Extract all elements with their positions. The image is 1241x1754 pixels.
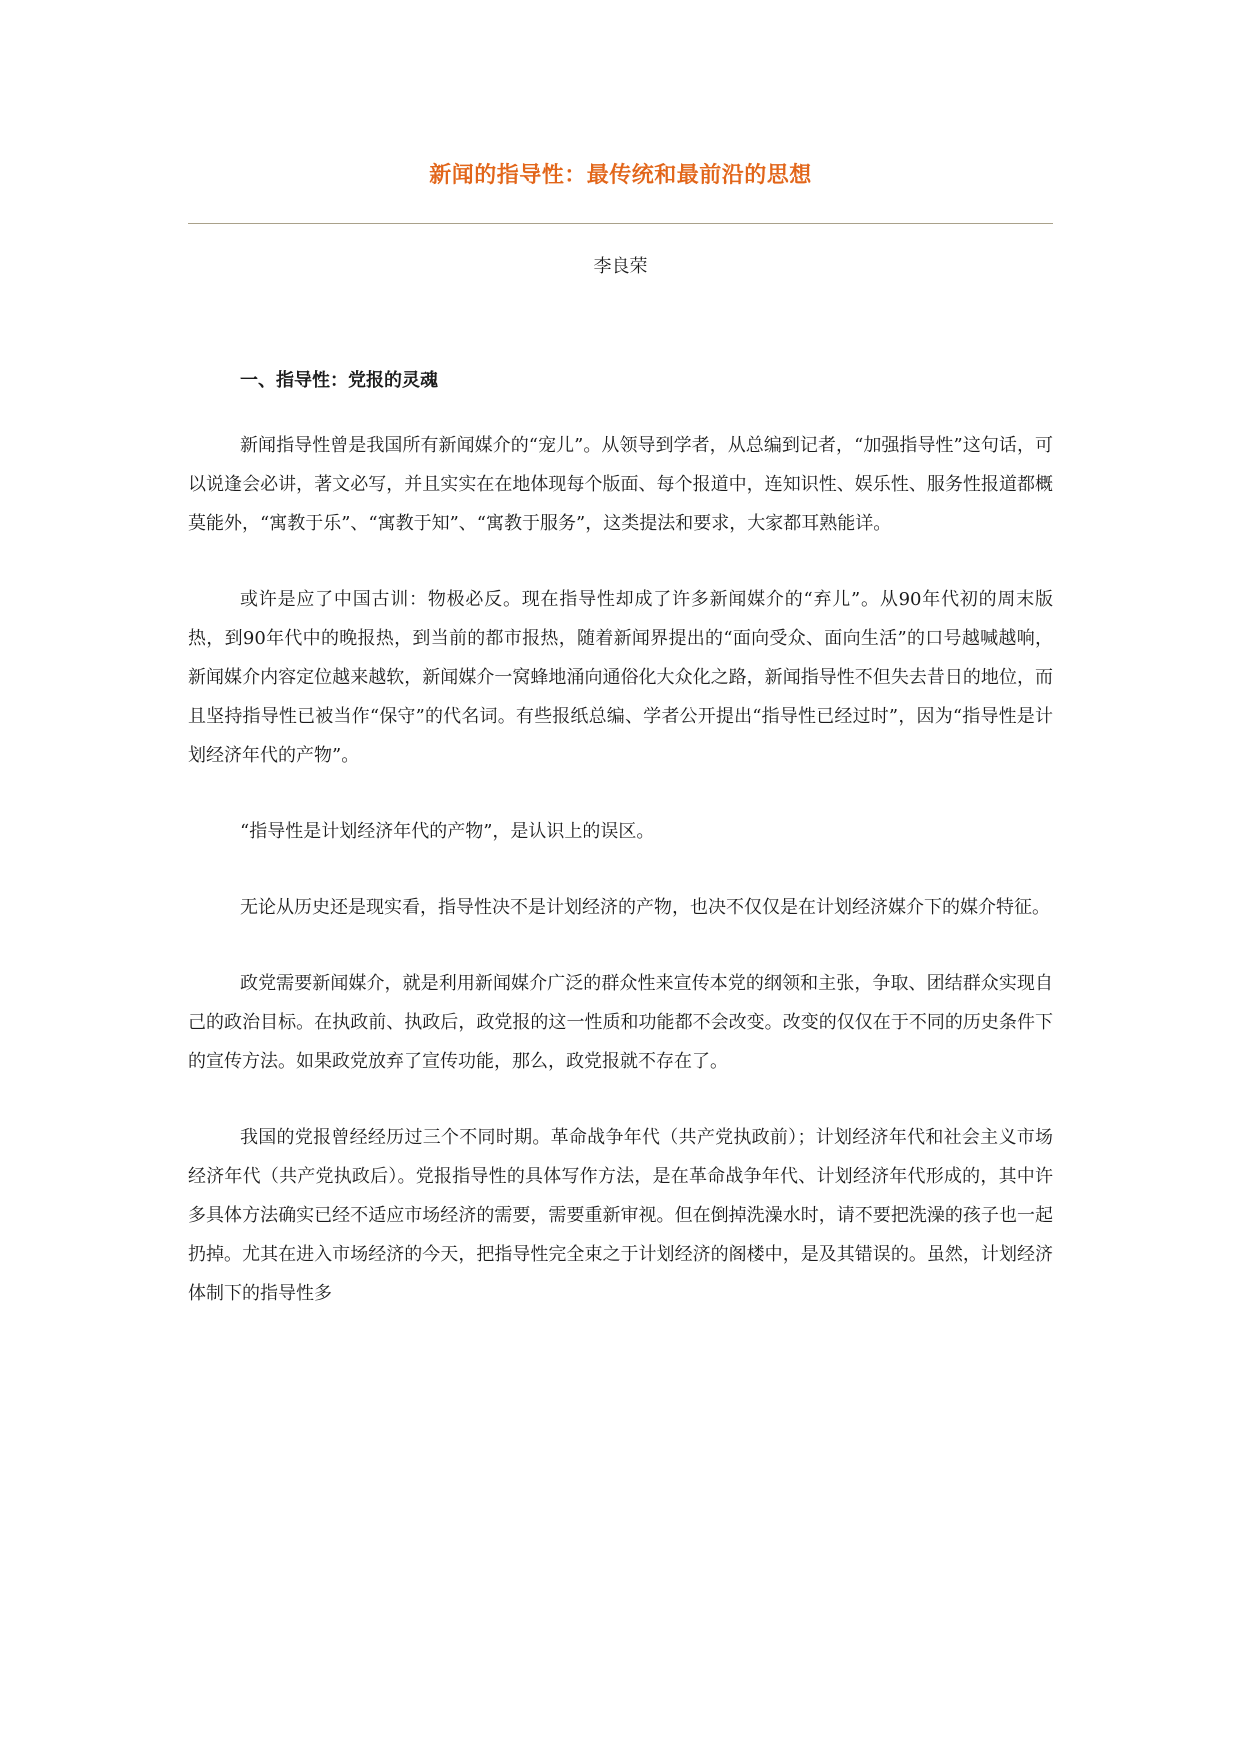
section-heading: 一、指导性：党报的灵魂	[240, 370, 438, 391]
paragraph: “指导性是计划经济年代的产物”，是认识上的误区。	[240, 821, 655, 842]
paragraph: 无论从历史还是现实看，指导性决不是计划经济的产物，也决不仅仅是在计划经济媒介下的媒介特征。	[240, 897, 1050, 918]
paragraph: 政党需要新闻媒介，就是利用新闻媒介广泛的群众性来宣传本党的纲领和主张，争取、团结群众实现自己的政治目标。在执政前、执政后，政党报的这一性质和功能都不会改变。改变的仅仅在于不同的历史条件下的宣传方法。如果政党放弃了宣传功能，那么，政党报就不存在了。	[188, 973, 1053, 1072]
document-body	[188, 368, 1053, 1350]
paragraph: 我国的党报曾经经历过三个不同时期。革命战争年代（共产党执政前）；计划经济年代和社会主义市场经济年代（共产党执政后）。党报指导性的具体写作方法，是在革命战争年代、计划经济年代形成的，其中许多具体方法确实已经不适应市场经济的需要，需要重新审视。但在倒掉洗澡水时，请不要把洗澡的孩子也一起扔掉。尤其在进入市场经济的今天，把指导性完全束之于计划经济的阁楼中，是及其错误的。虽然，计划经济体制下的指导性多	[188, 1127, 1053, 1304]
title-divider	[188, 223, 1053, 224]
paragraph: 或许是应了中国古训：物极必反。现在指导性却成了许多新闻媒介的“弃儿”。从90年代初的周末版热，到90年代中的晚报热，到当前的都市报热，随着新闻界提出的“面向受众、面向生活”的口号越喊越响，新闻媒介内容定位越来越软，新闻媒介一窝蜂地涌向通俗化大众化之路，新闻指导性不但失去昔日的地位，而且坚持指导性已被当作“保守”的代名词。有些报纸总编、学者公开提出“指导性已经过时”，因为“指导性是计划经济年代的产物”。	[188, 589, 1053, 766]
document-title: 新闻的指导性：最传统和最前沿的思想	[429, 162, 812, 188]
document-author: 李良荣	[593, 256, 648, 277]
paragraph: 新闻指导性曾是我国所有新闻媒介的“宠儿”。从领导到学者，从总编到记者，“加强指导性”这句话，可以说逢会必讲，著文必写，并且实实在在地体现每个版面、每个报道中，连知识性、娱乐性、服务性报道都概莫能外，“寓教于乐”、“寓教于知”、“寓教于服务”，这类提法和要求，大家都耳熟能详。	[188, 435, 1053, 534]
